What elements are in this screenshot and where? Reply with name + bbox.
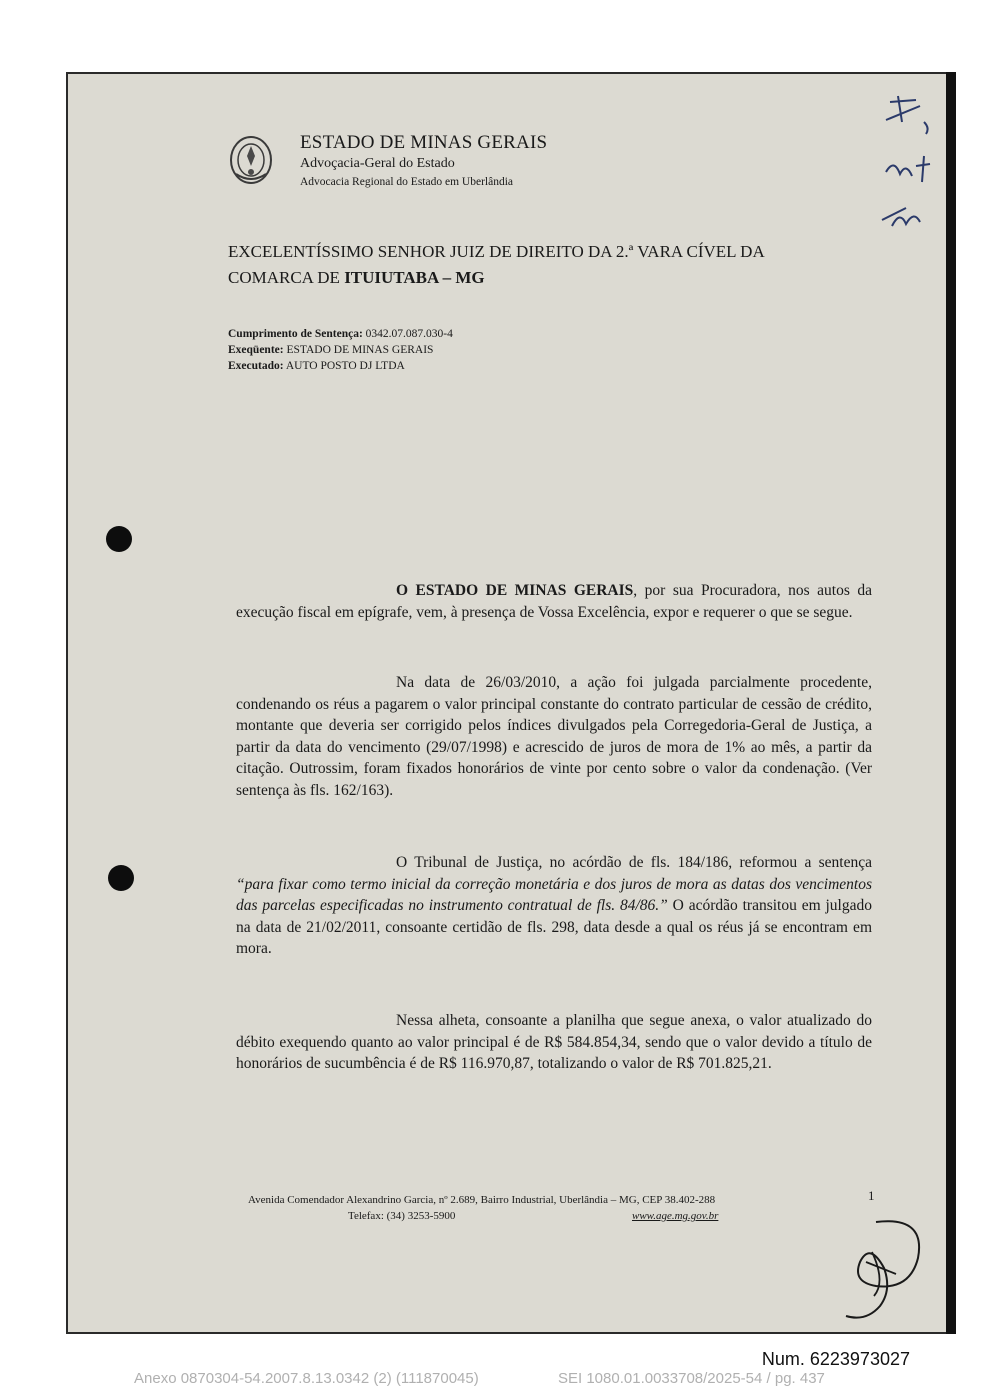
document-number: Num. 6223973027 bbox=[761, 1349, 910, 1369]
org-subtitle: Advoçacia-Geral do Estado bbox=[300, 156, 455, 171]
addressee-line-1: EXCELENTÍSSIMO SENHOR JUIZ DE DIREITO DA 2.ª VARA CÍVEL DA bbox=[228, 242, 765, 261]
org-regional: Advocacia Regional do Estado em Uberlândia bbox=[300, 176, 513, 188]
case-number-value: 0342.07.087.030-4 bbox=[365, 328, 453, 340]
scan-edge bbox=[946, 72, 956, 1334]
case-executado bbox=[228, 360, 405, 372]
addressee-prefix: COMARCA DE bbox=[228, 268, 345, 287]
executado-value: AUTO POSTO DJ LTDA bbox=[285, 360, 405, 372]
footer-phone: Telefax: (34) 3253-5900 bbox=[348, 1210, 456, 1222]
executado-label: Executado: bbox=[228, 360, 284, 372]
scanned-page bbox=[66, 72, 956, 1334]
sei-reference: SEI 1080.01.0033708/2025-54 / pg. 437 bbox=[558, 1370, 825, 1387]
paragraph-2 bbox=[236, 672, 872, 802]
case-number-label: Cumprimento de Sentença: bbox=[228, 328, 363, 340]
handwritten-folio-marks bbox=[876, 92, 946, 242]
punch-hole-top bbox=[106, 526, 132, 552]
footer-address: Avenida Comendador Alexandrino Garcia, nº 2.689, Bairro Industrial, Uberlândia – MG, CEP 38.402-288 bbox=[248, 1194, 716, 1206]
paragraph-4-text: Nessa alheta, consoante a planilha que segue anexa, o valor atualizado do débito exequendo quanto ao valor principal é de R$ 584.854,34, sendo que o valor devido a título de honorários de sucumbência é de R$ 116.970,87, totalizando o valor de R$ 701.825,21. bbox=[236, 1012, 872, 1073]
punch-hole-bottom bbox=[108, 865, 134, 891]
case-number bbox=[228, 328, 453, 340]
signature-rubric bbox=[836, 1212, 936, 1332]
paragraph-4 bbox=[236, 1010, 872, 1075]
addressee-comarca: ITUIUTABA – MG bbox=[344, 268, 485, 287]
addressee-line-2 bbox=[228, 268, 485, 288]
paragraph-3-text-b: O acórdão transitou em julgado na data de 21/02/2011, consoante certidão de fls. 298, data desde a qual os réus já se encontram em mora. bbox=[236, 897, 872, 958]
paragraph-1 bbox=[236, 580, 872, 623]
exequente-value: ESTADO DE MINAS GERAIS bbox=[286, 344, 434, 356]
paragraph-1-bold: O ESTADO DE MINAS GERAIS bbox=[396, 582, 634, 599]
exequente-label: Exeqüente: bbox=[228, 344, 284, 356]
footer-page-number: 1 bbox=[868, 1188, 875, 1203]
annex-reference: Anexo 0870304-54.2007.8.13.0342 (2) (111870045) bbox=[134, 1370, 479, 1387]
paragraph-3-text-a: O Tribunal de Justiça, no acórdão de fls. 184/186, reformou a sentença bbox=[396, 854, 872, 871]
paragraph-1-text: , por sua Procuradora, nos autos da execução fiscal em epígrafe, vem, à presença de Vossa Excelência, expor e requerer o que se segue. bbox=[236, 582, 872, 621]
footer-website: www.age.mg.gov.br bbox=[632, 1210, 719, 1222]
paragraph-3 bbox=[236, 852, 872, 960]
paragraph-2-text: Na data de 26/03/2010, a ação foi julgada parcialmente procedente, condenando os réus a pagarem o valor principal constante do contrato particular de cessão de crédito, montante que deveria ser corrigido pelos índices divulgados pela Corregedoria-Geral de Justiça, a partir da data do vencimento (29/07/1998) e acrescido de juros de mora de 1% ao mês, a partir da citação. Outrossim, foram fixados honorários de vinte por cento sobre o valor da condenação. (Ver sentença às fls. 162/163). bbox=[236, 674, 872, 799]
state-seal-icon bbox=[228, 134, 274, 186]
org-title: ESTADO DE MINAS GERAIS bbox=[300, 132, 548, 153]
paragraph-3-quote: “para fixar como termo inicial da correção monetária e dos juros de mora as datas dos vencimentos das parcelas especificadas no instrumento contratual de fls. 84/86.” bbox=[236, 875, 872, 915]
case-exequente bbox=[228, 344, 433, 356]
